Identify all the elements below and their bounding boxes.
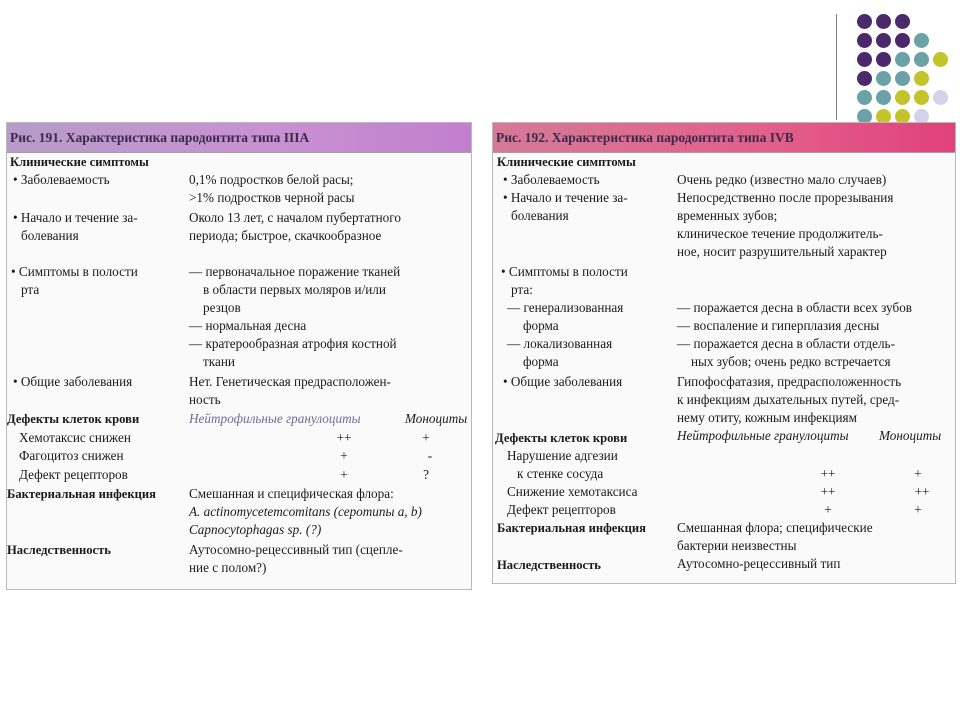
- dot: [876, 71, 891, 86]
- onset-label-1: • Начало и течение за-: [13, 210, 138, 225]
- row-neutro: ++: [820, 484, 836, 499]
- dot: [895, 71, 910, 86]
- dot: [857, 14, 872, 29]
- oral-value-1: — первоначальное поражение тканей: [189, 264, 401, 279]
- onset-label-2: болевания: [511, 208, 569, 223]
- localized-label-2: форма: [523, 354, 559, 369]
- col-neutrophils: Нейтрофильные гранулоциты: [189, 411, 361, 426]
- onset-label-2: болевания: [21, 228, 79, 243]
- row-label: Дефект рецепторов: [507, 502, 616, 517]
- oral-label-2: рта:: [511, 282, 533, 297]
- general-value-2: к инфекциям дыхательных путей, сред-: [677, 392, 900, 407]
- col-monocytes: Моноциты: [879, 428, 942, 443]
- onset-value-3: клиническое течение продолжитель-: [677, 226, 883, 241]
- generalized-label-1: — генерализованная: [507, 300, 624, 315]
- incidence-value: Очень редко (известно мало случаев): [677, 172, 887, 187]
- localized-value-2: ных зубов; очень редко встречается: [691, 354, 891, 369]
- decorative-vertical-line: [836, 14, 837, 120]
- bacterial-value-1: Смешанная флора; специфические: [677, 520, 873, 535]
- row-mono: +: [914, 502, 922, 517]
- decorative-dot-grid: [852, 14, 960, 124]
- clinical-heading: Клинические симптомы: [497, 155, 636, 169]
- general-value-1: Нет. Генетическая предрасположен-: [189, 374, 391, 389]
- row-label: Фагоцитоз снижен: [19, 448, 124, 463]
- row-mono: -: [427, 448, 433, 463]
- row-mono: +: [914, 466, 922, 481]
- bacterial-value-3: Capnocytophagas sp. (?): [189, 522, 322, 537]
- row-neutro: +: [340, 448, 348, 463]
- figure-191-panel: [6, 122, 472, 590]
- dot: [895, 14, 910, 29]
- localized-label-1: — локализованная: [507, 336, 613, 351]
- row-label: Хемотаксис снижен: [19, 430, 131, 445]
- oral-label-1: • Симптомы в полости: [501, 264, 628, 279]
- dot: [895, 52, 910, 67]
- bacterial-value-2: бактерии неизвестны: [677, 538, 797, 553]
- general-value-3: нему отиту, кожным инфекциям: [677, 410, 857, 425]
- row-neutro: +: [824, 502, 832, 517]
- dot: [933, 90, 948, 105]
- generalized-value-1: — поражается десна в области всех зубов: [677, 300, 913, 315]
- dot: [876, 33, 891, 48]
- bacterial-heading: Бактериальная инфекция: [497, 521, 646, 535]
- oral-value-3: резцов: [203, 300, 241, 315]
- general-label: • Общие заболевания: [503, 374, 623, 389]
- dot: [914, 52, 929, 67]
- incidence-value-1: 0,1% подростков белой расы;: [189, 172, 354, 187]
- clinical-heading: Клинические симптомы: [10, 155, 149, 169]
- dot: [895, 33, 910, 48]
- heredity-value-2: ние с полом?): [189, 560, 267, 575]
- incidence-label: • Заболеваемость: [13, 172, 110, 187]
- onset-value-4: ное, носит разрушительный характер: [677, 244, 887, 259]
- adhesion-label-2: к стенке сосуда: [517, 466, 604, 481]
- heredity-heading: Наследственность: [497, 558, 601, 572]
- general-value-1: Гипофосфатазия, предрасположенность: [677, 374, 902, 389]
- oral-label-2: рта: [21, 282, 40, 297]
- heredity-value-1: Аутосомно-рецессивный тип (сцепле-: [189, 542, 403, 557]
- row-neutro: ++: [820, 466, 836, 481]
- row-neutro: ++: [336, 430, 352, 445]
- row-mono: ++: [914, 484, 930, 499]
- row-mono: ?: [423, 467, 429, 482]
- dot: [914, 90, 929, 105]
- bacterial-heading: Бактериальная инфекция: [7, 487, 156, 501]
- row-mono: +: [422, 430, 430, 445]
- incidence-label: • Заболеваемость: [503, 172, 600, 187]
- oral-value-4: — нормальная десна: [189, 318, 307, 333]
- dot: [914, 33, 929, 48]
- onset-label-1: • Начало и течение за-: [503, 190, 628, 205]
- onset-value-1: Непосредственно после прорезывания: [677, 190, 894, 205]
- figure-192-panel: [492, 122, 956, 584]
- row-neutro: +: [340, 467, 348, 482]
- localized-value-1: — поражается десна в области отдель-: [677, 336, 895, 351]
- bacterial-value-2: A. actinomycetemcomitans (серотипы a, b): [189, 504, 422, 519]
- heredity-value: Аутосомно-рецессивный тип: [677, 556, 841, 571]
- blood-heading: Дефекты клеток крови: [7, 412, 140, 426]
- dot: [895, 90, 910, 105]
- col-neutrophils: Нейтрофильные гранулоциты: [677, 428, 849, 443]
- figure-192-title: Рис. 192. Характеристика пародонтита типа IVB: [493, 123, 955, 153]
- dot: [914, 71, 929, 86]
- general-label: • Общие заболевания: [13, 374, 133, 389]
- onset-value-2: временных зубов;: [677, 208, 778, 223]
- general-value-2: ность: [189, 392, 221, 407]
- dot: [857, 90, 872, 105]
- dot: [933, 52, 948, 67]
- oral-value-6: ткани: [203, 354, 235, 369]
- oral-value-5: — кратерообразная атрофия костной: [189, 336, 397, 351]
- col-monocytes: Моноциты: [405, 411, 468, 426]
- generalized-value-2: — воспаление и гиперплазия десны: [677, 318, 880, 333]
- bacterial-value-1: Смешанная и специфическая флора:: [189, 486, 394, 501]
- dot: [857, 71, 872, 86]
- oral-value-2: в области первых моляров и/или: [203, 282, 386, 297]
- oral-label-1: • Симптомы в полости: [11, 264, 138, 279]
- adhesion-label-1: Нарушение адгезии: [507, 448, 618, 463]
- row-label: Дефект рецепторов: [19, 467, 128, 482]
- dot: [876, 90, 891, 105]
- dot: [857, 33, 872, 48]
- dot: [876, 52, 891, 67]
- onset-value-2: периода; быстрое, скачкообразное: [189, 228, 382, 243]
- dot: [876, 14, 891, 29]
- blood-heading: Дефекты клеток крови: [495, 431, 628, 445]
- row-label: Снижение хемотаксиса: [507, 484, 638, 499]
- onset-value-1: Около 13 лет, с началом пубертатного: [189, 210, 401, 225]
- heredity-heading: Наследственность: [7, 543, 111, 557]
- figure-191-title: Рис. 191. Характеристика пародонтита типа IIIA: [7, 123, 471, 153]
- dot: [857, 52, 872, 67]
- generalized-label-2: форма: [523, 318, 559, 333]
- incidence-value-2: >1% подростков черной расы: [189, 190, 355, 205]
